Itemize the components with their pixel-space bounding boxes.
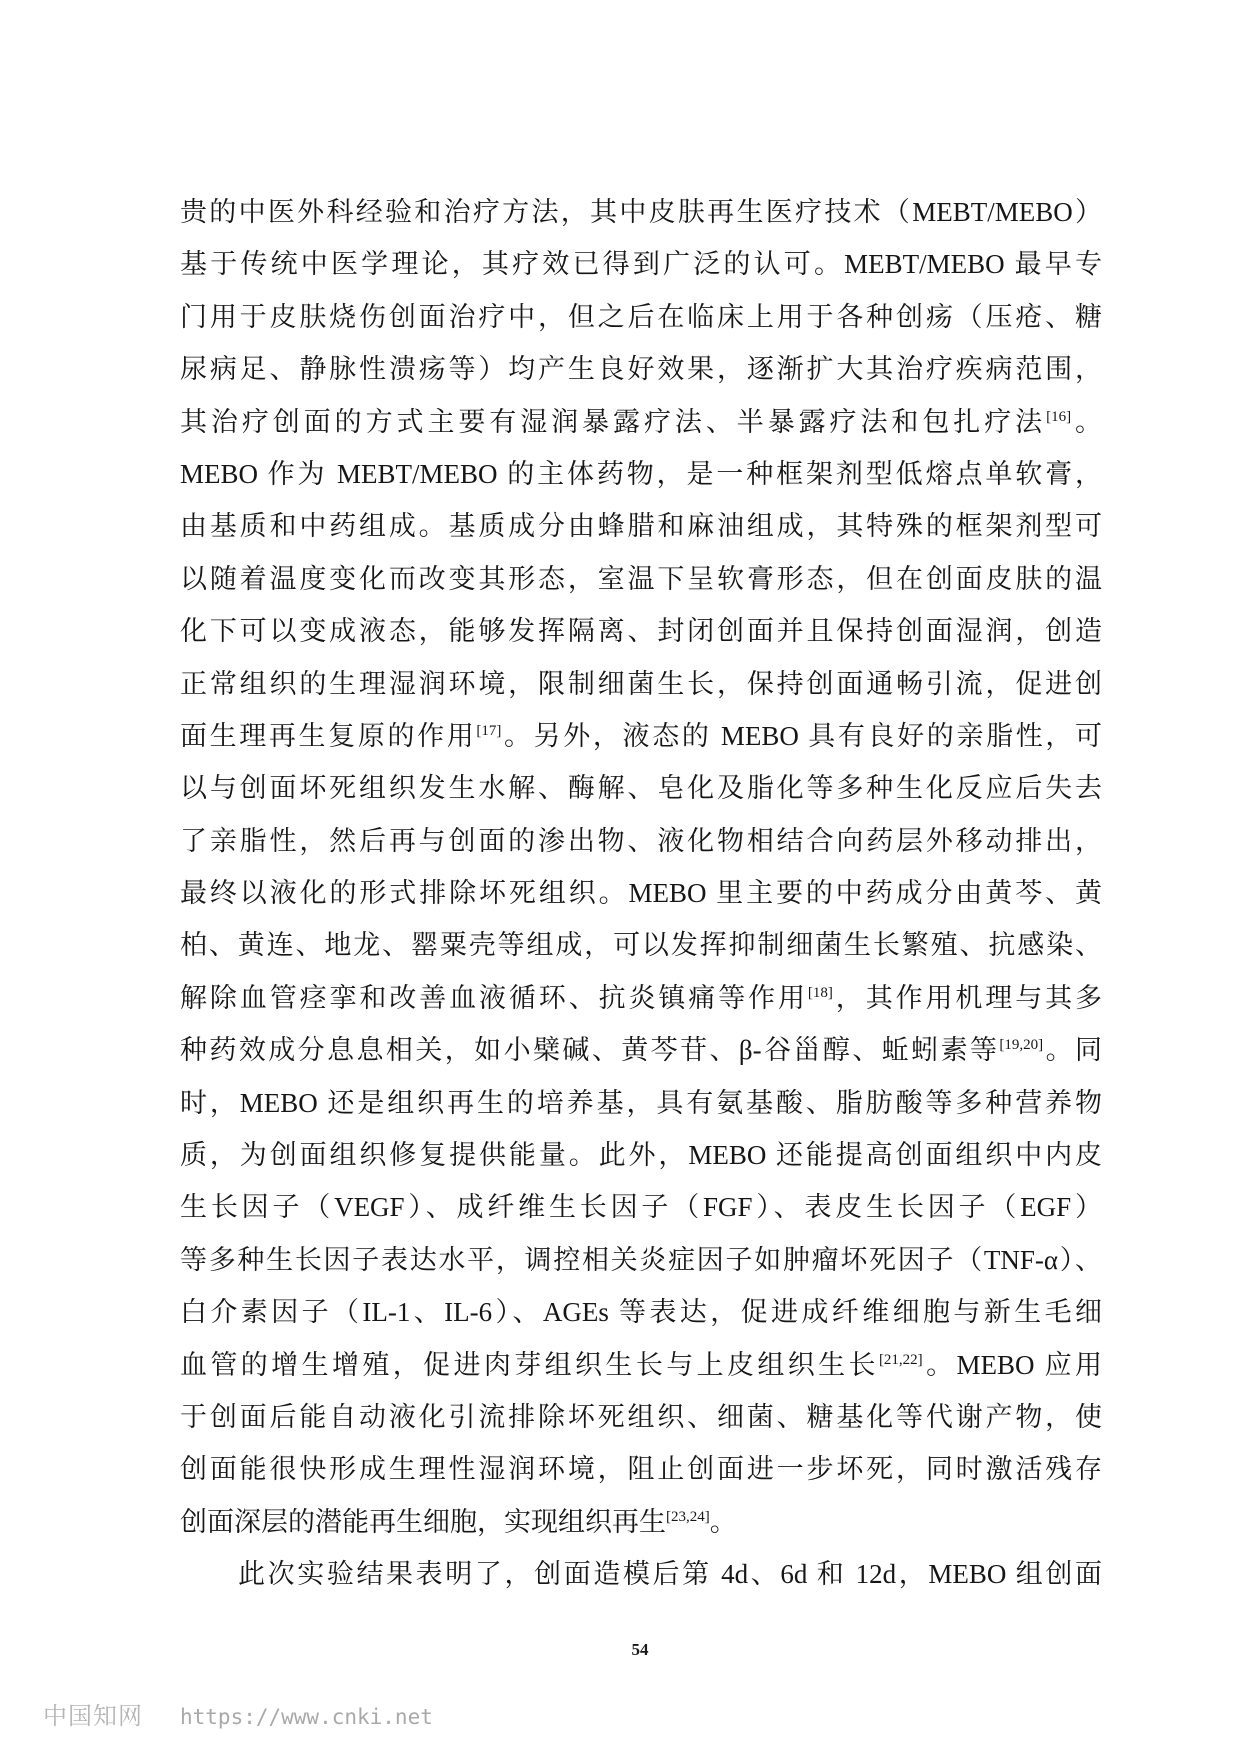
text-line: MEBO 作为 MEBT/MEBO 的主体药物，是一种框架剂型低熔点单软膏， [180, 458, 1102, 489]
line-text: 血管的增生增殖，促进肉芽组织生长与上皮组织生长 [180, 1349, 879, 1380]
text-line: 创面能很快形成生理性湿润环境，阻止创面进一步坏死，同时激活残存 [180, 1454, 1102, 1485]
text-line: 白介素因子（IL-1、IL-6）、AGEs 等表达，促进成纤维细胞与新生毛细 [180, 1297, 1102, 1328]
text-line [180, 710, 1102, 762]
text-line: 了亲脂性，然后再与创面的渗出物、液化物相结合向药层外移动排出， [180, 825, 1102, 856]
text-line: 以随着温度变化而改变其形态，室温下呈软膏形态，但在创面皮肤的温 [180, 563, 1102, 594]
text-line [180, 1339, 1102, 1391]
line-text: 。MEBO 应用 [922, 1349, 1102, 1380]
text-line: 由基质和中药组成。基质成分由蜂腊和麻油组成，其特殊的框架剂型可 [180, 511, 1102, 542]
line-text: 种药效成分息息相关，如小檗碱、黄芩苷、β-谷甾醇、蚯蚓素等 [180, 1035, 1000, 1066]
text-line: 质，为创面组织修复提供能量。此外，MEBO 还能提高创面组织中内皮 [180, 1140, 1102, 1171]
text-line: 此次实验结果表明了，创面造模后第 4d、6d 和 12d，MEBO 组创面 [238, 1559, 1102, 1590]
text-line: 门用于皮肤烧伤创面治疗中，但之后在临床上用于各种创疡（压疮、糖 [180, 301, 1102, 332]
text-line [180, 1024, 1102, 1076]
text-line: 于创面后能自动液化引流排除坏死组织、细菌、糖基化等代谢产物，使 [180, 1401, 1102, 1432]
text-line: 等多种生长因子表达水平，调控相关炎症因子如肿瘤坏死因子（TNF-α）、 [180, 1244, 1102, 1275]
text-line: 生长因子（VEGF）、成纤维生长因子（FGF）、表皮生长因子（EGF） [180, 1192, 1102, 1223]
paragraph [180, 1548, 1102, 1600]
text-line [180, 396, 1102, 448]
text-line: 基于传统中医学理论，其疗效已得到广泛的认可。MEBT/MEBO 最早专 [180, 249, 1102, 280]
citation-superscript: [19,20] [999, 1037, 1044, 1054]
paragraph [180, 186, 1102, 1548]
line-text: 创面深层的潜能再生细胞，实现组织再生 [180, 1506, 666, 1537]
page-number: 54 [631, 1640, 649, 1659]
text-line: 以与创面坏死组织发生水解、酶解、皂化及脂化等多种生化反应后失去 [180, 773, 1102, 804]
citation-superscript: [16] [1046, 408, 1072, 425]
citation-superscript: [23,24] [666, 1508, 710, 1525]
text-line: 正常组织的生理湿润环境，限制细菌生长，保持创面通畅引流，促进创 [180, 668, 1102, 699]
line-text: 。另外，液态的 MEBO 具有良好的亲脂性，可 [501, 720, 1102, 751]
line-text: 。 [709, 1506, 737, 1537]
line-text: 其治疗创面的方式主要有湿润暴露疗法、半暴露疗法和包扎疗法 [180, 406, 1047, 437]
cnki-watermark-logo: 中国知网 [43, 1702, 143, 1730]
text-line [180, 972, 1102, 1024]
text-line: 时，MEBO 还是组织再生的培养基，具有氨基酸、脂肪酸等多种营养物 [180, 1087, 1102, 1118]
line-text: ，其作用机理与其多 [832, 982, 1103, 1013]
line-text: 面生理再生复原的作用 [180, 720, 477, 751]
citation-superscript: [18] [807, 984, 833, 1001]
text-line: 柏、黄连、地龙、罂粟壳等组成，可以发挥抑制细菌生长繁殖、抗感染、 [180, 930, 1102, 961]
text-line [180, 1496, 1102, 1548]
body-text [180, 186, 1102, 1601]
line-text: 。同 [1043, 1035, 1103, 1066]
text-line: 尿病足、静脉性溃疡等）均产生良好效果，逐渐扩大其治疗疾病范围， [180, 354, 1102, 385]
line-text: 。 [1071, 406, 1103, 437]
citation-superscript: [21,22] [878, 1351, 923, 1368]
text-line: 贵的中医外科经验和治疗方法，其中皮肤再生医疗技术（MEBT/MEBO） [180, 197, 1102, 227]
line-text: 解除血管痉挛和改善血液循环、抗炎镇痛等作用 [180, 982, 808, 1013]
citation-superscript: [17] [476, 722, 502, 739]
cnki-watermark-url: https://www.cnki.net [180, 1705, 433, 1729]
text-line: 化下可以变成液态，能够发挥隔离、封闭创面并且保持创面湿润，创造 [180, 616, 1102, 647]
text-line: 最终以液化的形式排除坏死组织。MEBO 里主要的中药成分由黄芩、黄 [180, 878, 1102, 909]
